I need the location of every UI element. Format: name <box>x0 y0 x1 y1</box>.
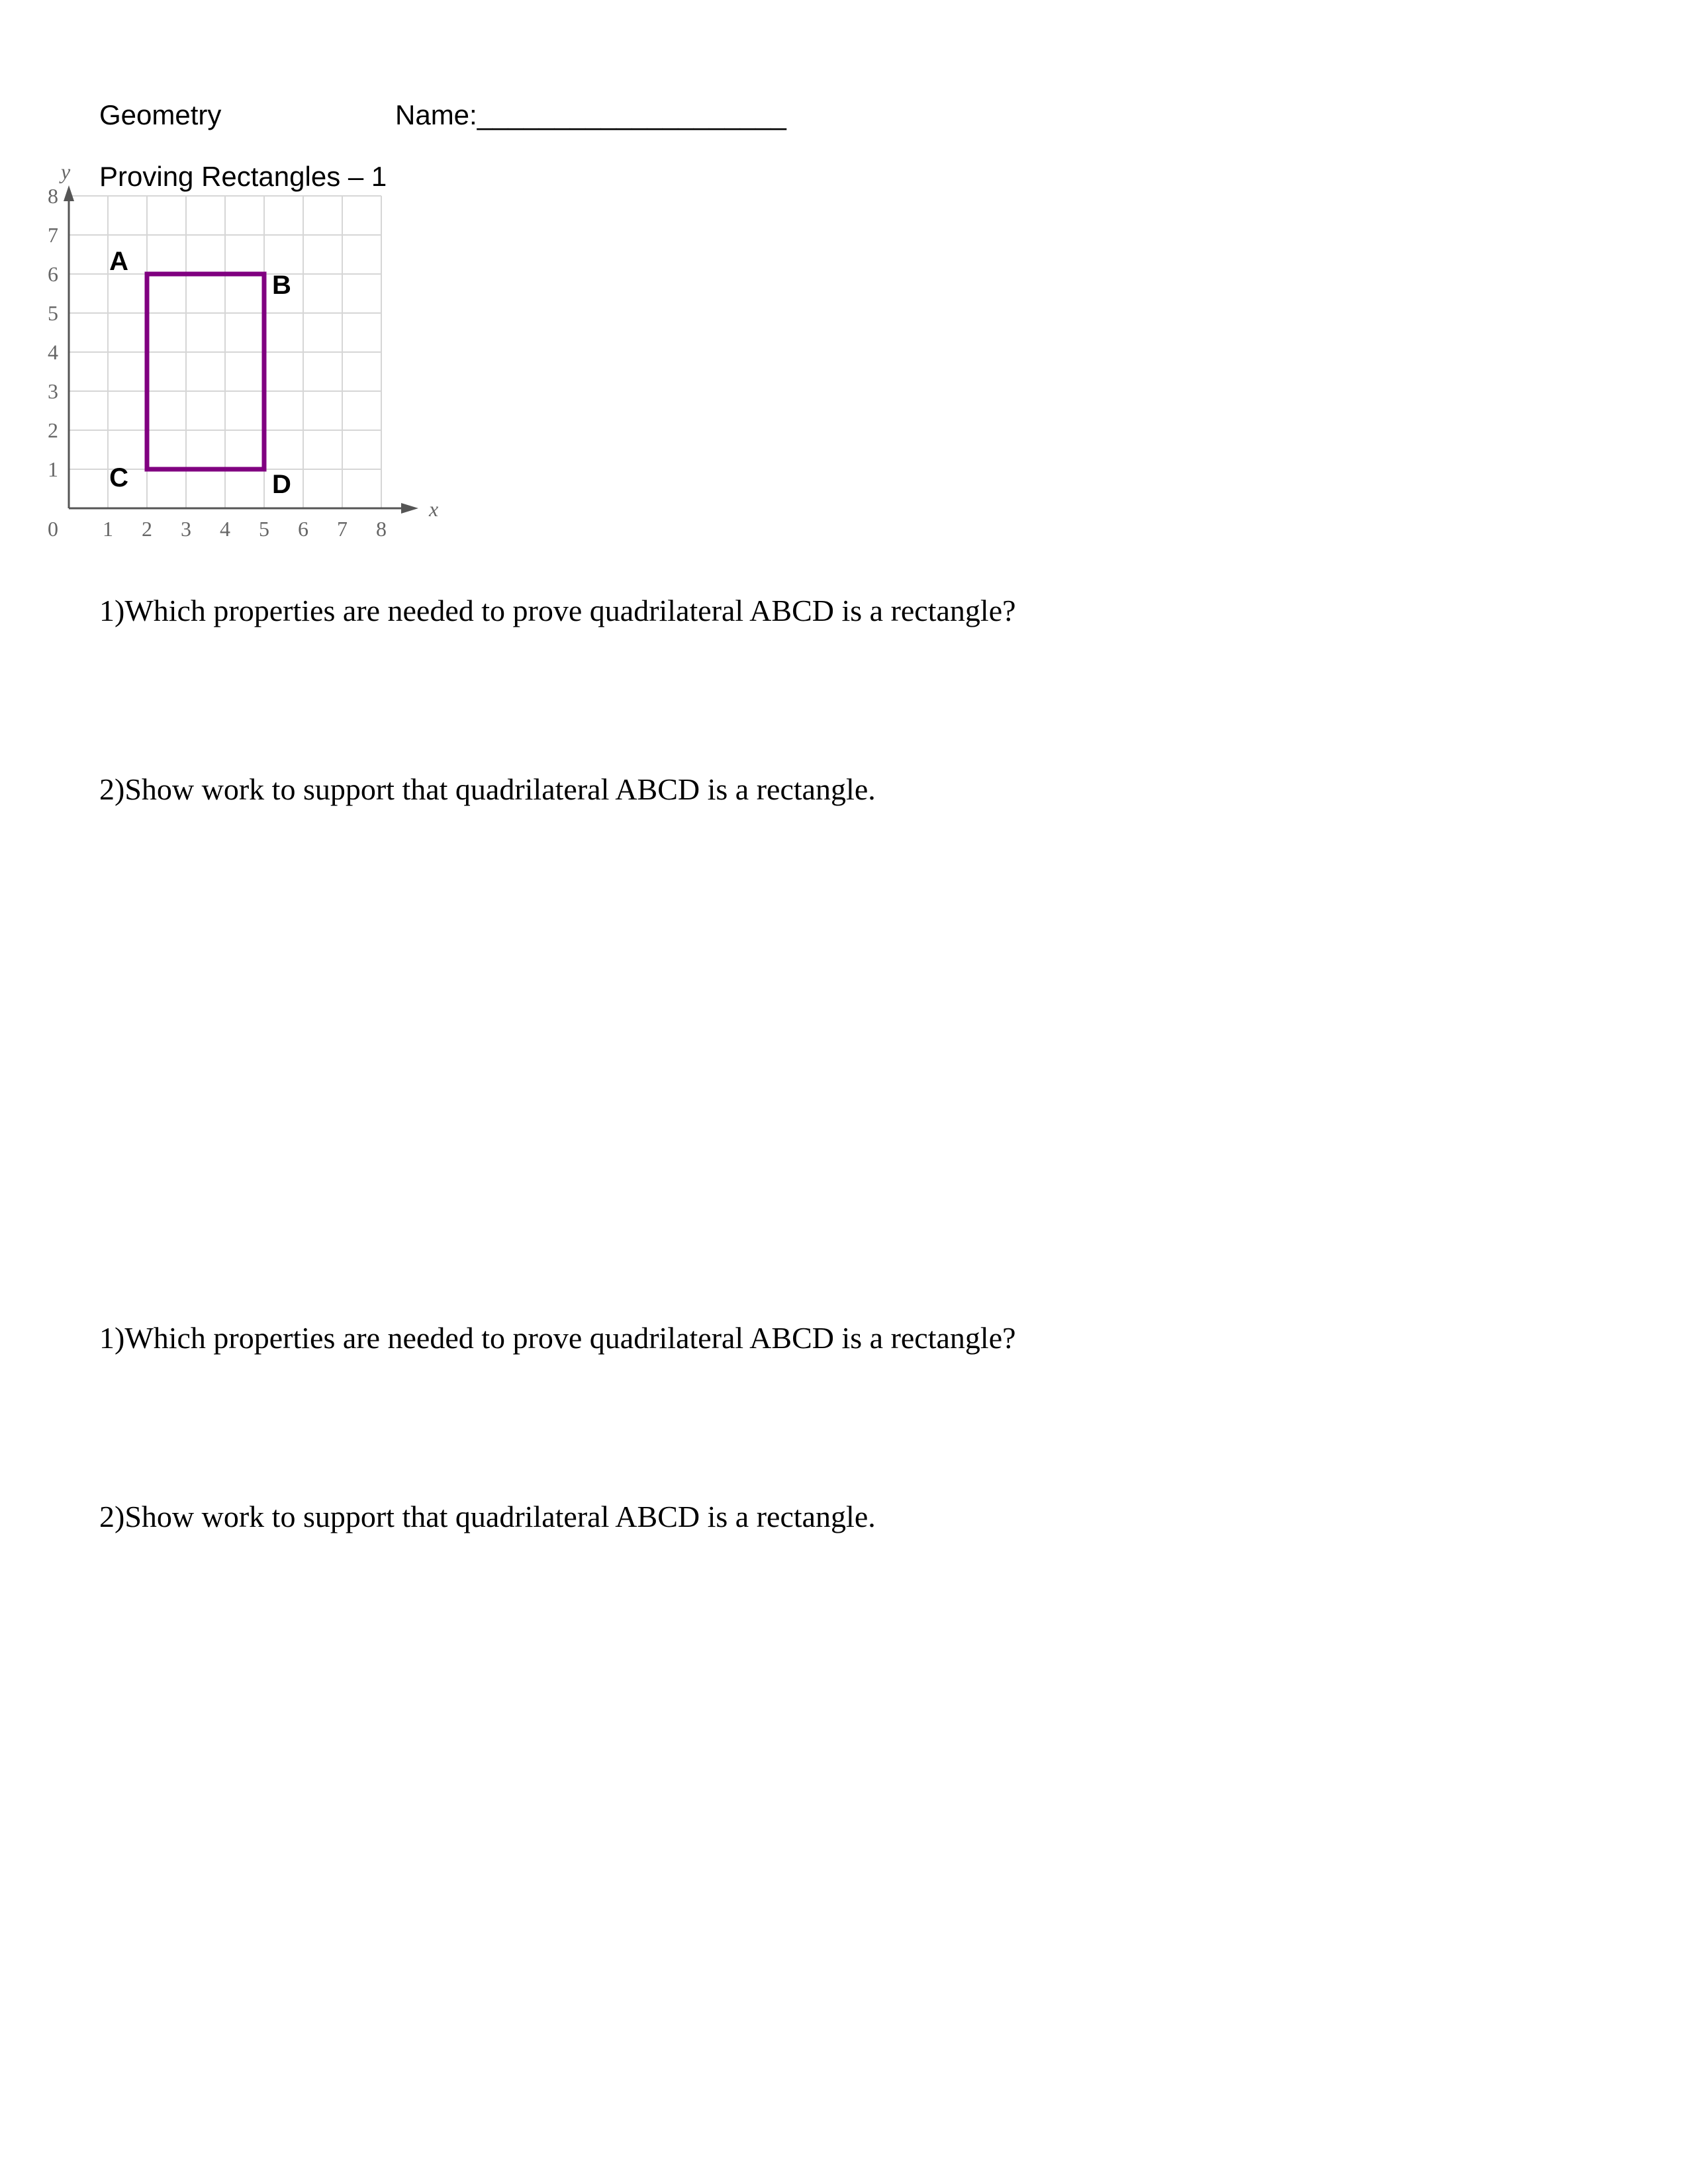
x-tick-label: 8 <box>376 517 387 541</box>
question-1-first: 1)Which properties are needed to prove quadrilateral ABCD is a rectangle? <box>99 594 1016 627</box>
origin-label: 0 <box>48 517 58 541</box>
x-tick-label: 3 <box>181 517 191 541</box>
worksheet-title: Proving Rectangles – 1 <box>99 161 387 192</box>
y-tick-label: 3 <box>48 379 58 403</box>
x-tick-label: 2 <box>142 517 152 541</box>
x-tick-label: 1 <box>103 517 113 541</box>
y-tick-label: 4 <box>48 340 58 364</box>
y-tick-label: 7 <box>48 223 58 247</box>
x-tick-label: 7 <box>337 517 348 541</box>
x-tick-label: 4 <box>220 517 230 541</box>
x-tick-label: 6 <box>298 517 308 541</box>
y-tick-label: 8 <box>48 184 58 208</box>
coordinate-graph <box>0 159 463 543</box>
y-tick-label: 2 <box>48 418 58 442</box>
question-2-first: 2)Show work to support that quadrilateral ABCD is a rectangle. <box>99 772 876 806</box>
y-tick-label: 6 <box>48 262 58 286</box>
y-tick-label: 1 <box>48 457 58 481</box>
vertex-label-c: C <box>109 463 128 492</box>
question-1-second: 1)Which properties are needed to prove quadrilateral ABCD is a rectangle? <box>99 1321 1016 1355</box>
vertex-label-b: B <box>272 271 291 300</box>
question-2-second: 2)Show work to support that quadrilateral ABCD is a rectangle. <box>99 1500 876 1533</box>
x-tick-labels <box>103 517 387 541</box>
rectangle-abcd <box>147 274 264 469</box>
y-tick-labels <box>48 184 58 481</box>
x-tick-label: 5 <box>259 517 269 541</box>
grid-lines <box>69 196 381 508</box>
vertex-label-d: D <box>272 470 291 499</box>
y-axis-arrow-icon <box>64 185 74 201</box>
x-axis-label: x <box>429 497 439 521</box>
course-title: Geometry <box>99 99 222 130</box>
x-axis-arrow-icon <box>401 503 418 514</box>
vertex-label-a: A <box>109 247 128 276</box>
y-axis-label: y <box>61 159 71 183</box>
y-tick-label: 5 <box>48 301 58 325</box>
name-field-label: Name:____________________ <box>395 99 786 130</box>
